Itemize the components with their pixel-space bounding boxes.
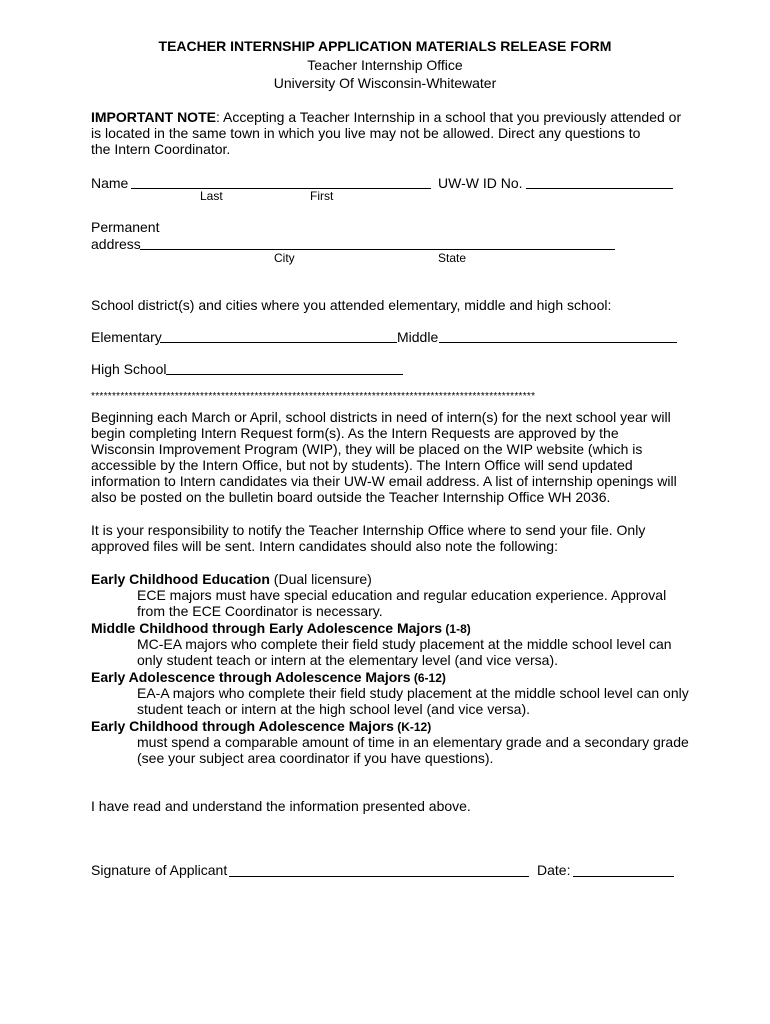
signature-label: Signature of Applicant	[91, 862, 228, 878]
important-note-label: IMPORTANT NOTE	[91, 109, 216, 125]
last-name-caption: Last	[200, 189, 223, 203]
major-detail: (see your subject area coordinator if you have questions).	[137, 750, 494, 766]
uww-id-label: UW-W ID No.	[438, 175, 523, 191]
middle-field[interactable]	[439, 342, 677, 343]
acknowledgement-text: I have read and understand the information presented above.	[91, 798, 471, 814]
permanent-address-field[interactable]	[140, 249, 615, 250]
state-caption: State	[438, 251, 467, 265]
major-detail: must spend a comparable amount of time in an elementary grade and a secondary grade	[137, 734, 689, 750]
high-school-label: High School	[91, 361, 167, 377]
info-line: begin completing Intern Request form(s). As the Intern Requests are approved by the	[91, 425, 619, 441]
date-field[interactable]	[573, 876, 674, 877]
major-heading-eaa: Early Adolescence through Adolescence Majors (6-12)	[91, 669, 446, 685]
info-line: It is your responsibility to notify the Teacher Internship Office where to send your file. Only	[91, 522, 646, 538]
major-detail: MC-EA majors who complete their field study placement at the middle school level can	[137, 636, 672, 652]
asterisk-divider: **********************************************************************************************************	[91, 391, 536, 402]
major-detail: from the ECE Coordinator is necessary.	[137, 603, 383, 619]
info-line: Wisconsin Improvement Program (WIP), they will be placed on the WIP website (which is	[91, 441, 643, 457]
info-line: approved files will be sent. Intern candidates should also note the following:	[91, 538, 558, 554]
info-line: accessible by the Intern Office, but not by students). The Intern Office will send updated	[91, 457, 633, 473]
districts-prompt: School district(s) and cities where you attended elementary, middle and high school:	[91, 297, 612, 313]
high-school-field[interactable]	[166, 374, 403, 375]
elementary-label: Elementary	[91, 329, 162, 345]
major-heading-mcea: Middle Childhood through Early Adolescence Majors (1-8)	[91, 620, 471, 636]
major-detail: EA-A majors who complete their field study placement at the middle school level can only	[137, 685, 689, 701]
important-note-line2: is located in the same town in which you live may not be allowed. Direct any questions to	[91, 125, 641, 141]
form-title: TEACHER INTERNSHIP APPLICATION MATERIALS RELEASE FORM	[158, 38, 612, 54]
office-name: Teacher Internship Office	[307, 57, 463, 73]
uww-id-field[interactable]	[526, 188, 673, 189]
major-heading-ece: Early Childhood Education (Dual licensure)	[91, 571, 372, 587]
major-detail: ECE majors must have special education and regular education experience. Approval	[137, 587, 667, 603]
name-label: Name	[91, 175, 129, 191]
important-note-line1: IMPORTANT NOTE: Accepting a Teacher Internship in a school that you previously attended or	[91, 109, 682, 125]
info-line: information to Intern candidates via their UW-W email address. A list of internship openings will	[91, 473, 677, 489]
permanent-label: Permanent	[91, 219, 160, 235]
major-heading-eca: Early Childhood through Adolescence Majors (K-12)	[91, 718, 432, 734]
university-name: University Of Wisconsin-Whitewater	[273, 75, 497, 91]
important-note-line3: the Intern Coordinator.	[91, 141, 231, 157]
name-field[interactable]	[131, 188, 431, 189]
date-label: Date:	[537, 862, 571, 878]
major-detail: student teach or intern at the high school level (and vice versa).	[137, 701, 530, 717]
info-line: also be posted on the bulletin board outside the Teacher Internship Office WH 2036.	[91, 489, 611, 505]
city-caption: City	[274, 251, 295, 265]
first-name-caption: First	[310, 189, 334, 203]
info-line: Beginning each March or April, school districts in need of intern(s) for the next school year will	[91, 409, 671, 425]
signature-field[interactable]	[229, 876, 529, 877]
major-detail: only student teach or intern at the elementary level (and vice versa).	[137, 652, 558, 668]
middle-label: Middle	[397, 329, 439, 345]
address-label: address	[91, 236, 141, 252]
elementary-field[interactable]	[160, 342, 397, 343]
